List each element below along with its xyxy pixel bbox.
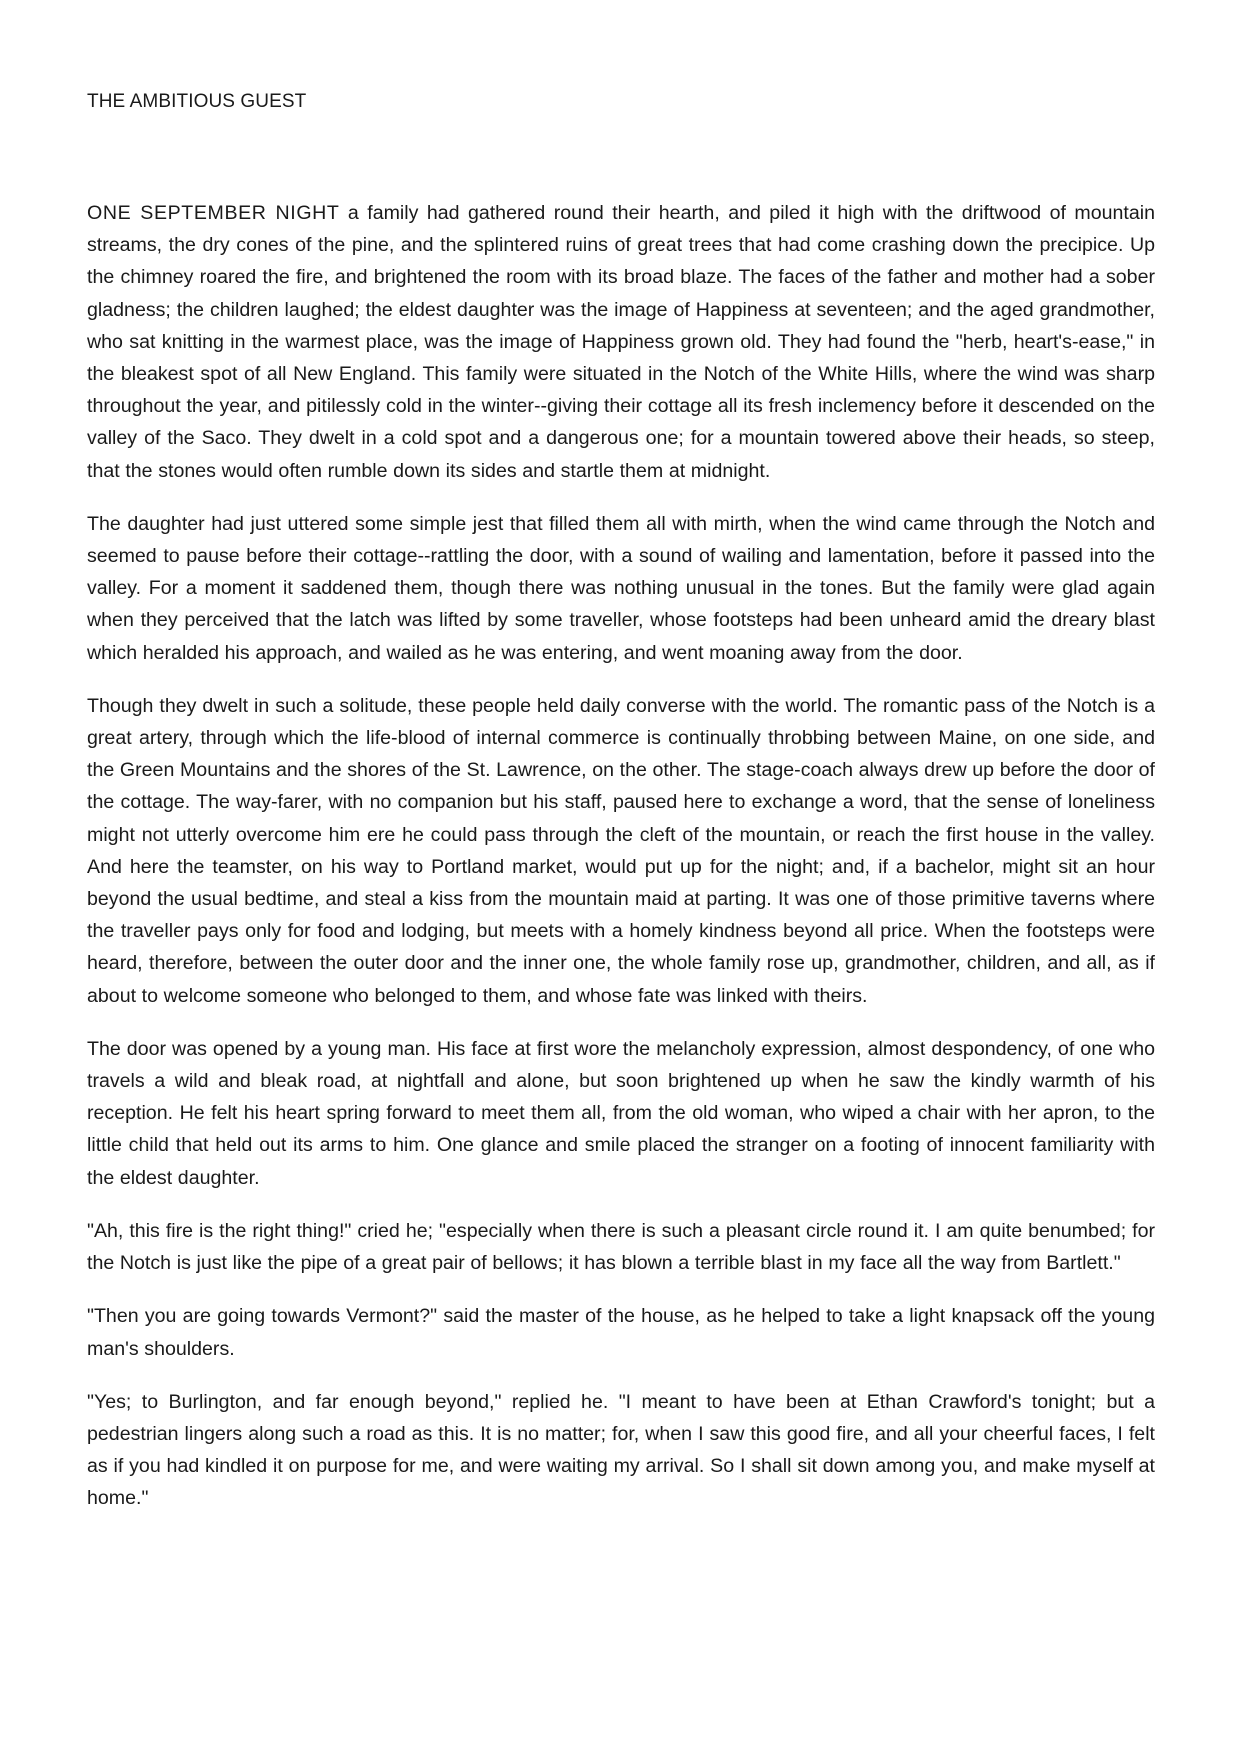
- paragraph-1: [87, 197, 1155, 487]
- paragraph-2: The daughter had just uttered some simple jest that filled them all with mirth, when the wind came through the Notch and seemed to pause before their cottage--rattling the door, with a sound of wailing and lamentation, before it passed into the valley. For a moment it saddened them, though there was nothing unusual in the tones. But the family were glad again when they perceived that the latch was lifted by some traveller, whose footsteps had been unheard amid the dreary blast which heralded his approach, and wailed as he was entering, and went moaning away from the door.: [87, 512, 1155, 664]
- document-page: [87, 86, 1155, 1536]
- paragraph-4: The door was opened by a young man. His face at first wore the melancholy expression, almost despondency, of one who travels a wild and bleak road, at nightfall and alone, but soon brightened up when he saw the kindly warmth of his reception. He felt his heart spring forward to meet them all, from the old woman, who wiped a chair with her apron, to the little child that held out its arms to him. One glance and smile placed the stranger on a footing of innocent familiarity with the eldest daughter.: [87, 1037, 1155, 1189]
- opening-phrase: ONE SEPTEMBER NIGHT: [87, 202, 340, 224]
- document-title: THE AMBITIOUS GUEST: [87, 91, 307, 112]
- paragraph-5: "Ah, this fire is the right thing!" cried he; "especially when there is such a pleasant circle round it. I am quite benumbed; for the Notch is just like the pipe of a great pair of bellows; it has blown a terrible blast in my face all the way from Bartlett.": [87, 1219, 1155, 1275]
- paragraph-6: "Then you are going towards Vermont?" said the master of the house, as he helped to take a light knapsack off the young man's shoulders.: [87, 1305, 1155, 1360]
- paragraph-3: Though they dwelt in such a solitude, these people held daily converse with the world. The romantic pass of the Notch is a great artery, through which the life-blood of internal commerce is continually throbbing between Maine, on one side, and the Green Mountains and the shores of the St. Lawrence, on the other. The stage-coach always drew up before the door of the cottage. The way-farer, with no companion but his staff, paused here to exchange a word, that the sense of loneliness might not utterly overcome him ere he could pass through the cleft of the mountain, or reach the first house in the valley. And here the teamster, on his way to Portland market, would put up for the night; and, if a bachelor, might sit an hour beyond the usual bedtime, and steal a kiss from the mountain maid at parting. It was one of those primitive taverns where the traveller pays only for food and lodging, but meets with a homely kindness beyond all price. When the footsteps were heard, therefore, between the outer door and the inner one, the whole family rose up, grandmother, children, and all, as if about to welcome someone who belonged to them, and whose fate was linked with theirs.: [87, 694, 1156, 1007]
- paragraph-1-text: a family had gathered round their hearth, and piled it high with the driftwood of mountain streams, the dry cones of the pine, and the splintered ruins of great trees that had come crashing down the precipice. Up the chimney roared the fire, and brightened the room with its broad blaze. The faces of the father and mother had a sober gladness; the children laughed; the eldest daughter was the image of Happiness at seventeen; and the aged grandmother, who sat knitting in the warmest place, was the image of Happiness grown old. They had found the "herb, heart's-ease," in the bleakest spot of all New England. This family were situated in the Notch of the White Hills, where the wind was sharp throughout the year, and pitilessly cold in the winter--giving their cottage all its fresh inclemency before it descended on the valley of the Saco. They dwelt in a cold spot and a dangerous one; for a mountain towered above their heads, so steep, that the stones would often rumble down its sides and startle them at midnight.: [87, 202, 1155, 482]
- paragraph-7: "Yes; to Burlington, and far enough beyond," replied he. "I meant to have been at Ethan Crawford's tonight; but a pedestrian lingers along such a road as this. It is no matter; for, when I saw this good fire, and all your cheerful faces, I felt as if you had kindled it on purpose for me, and were waiting my arrival. So I shall sit down among you, and make myself at home.": [87, 1390, 1155, 1510]
